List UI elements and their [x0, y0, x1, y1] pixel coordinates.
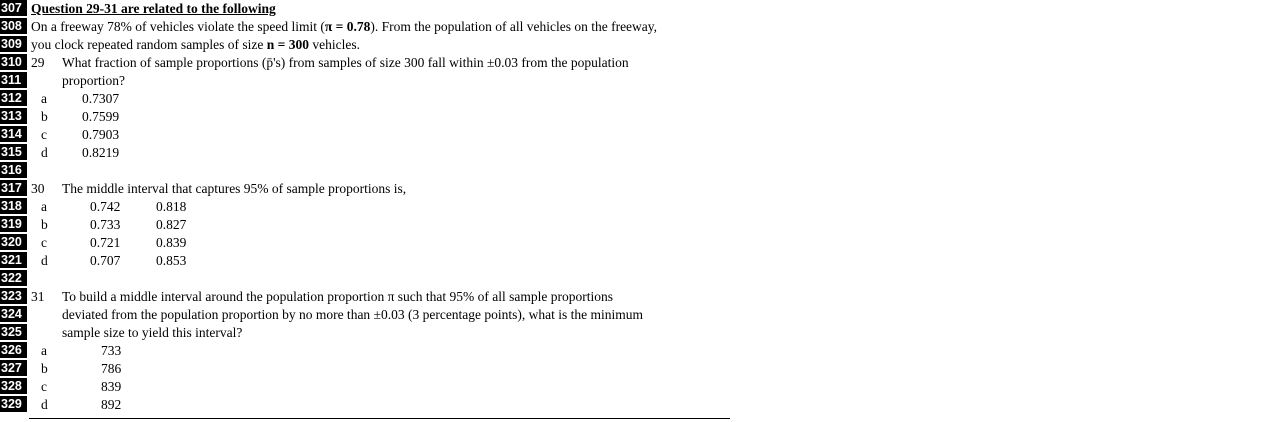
option-letter: c [41, 379, 47, 394]
row-329 [0, 396, 1272, 414]
interval-low: 0.721 [90, 235, 121, 250]
row-header[interactable]: 315 [0, 144, 27, 161]
row-header[interactable]: 322 [0, 270, 27, 287]
row-header[interactable]: 317 [0, 180, 27, 197]
row-header[interactable]: 320 [0, 234, 27, 251]
option-value: 733 [101, 343, 122, 358]
option-letter: c [41, 235, 47, 250]
row-310 [0, 54, 1272, 72]
question-text: proportion? [62, 73, 125, 88]
question-text: sample size to yield this interval? [62, 325, 243, 340]
row-header[interactable]: 311 [0, 72, 27, 89]
row-321 [0, 252, 1272, 270]
interval-low: 0.707 [90, 253, 121, 268]
intro-n-value: n = 300 [266, 37, 309, 52]
row-header[interactable]: 326 [0, 342, 27, 359]
row-311 [0, 72, 1272, 90]
row-317 [0, 180, 1272, 198]
row-308 [0, 18, 1272, 36]
row-312 [0, 90, 1272, 108]
intro-text: vehicles. [309, 37, 360, 52]
option-value: 839 [101, 379, 122, 394]
question-number: 30 [31, 181, 45, 196]
row-header[interactable]: 314 [0, 126, 27, 143]
row-header[interactable]: 316 [0, 162, 27, 179]
row-header[interactable]: 323 [0, 288, 27, 305]
option-letter: a [41, 199, 47, 214]
option-letter: d [41, 397, 48, 412]
row-313 [0, 108, 1272, 126]
row-315 [0, 144, 1272, 162]
row-309 [0, 36, 1272, 54]
row-316 [0, 162, 1272, 180]
intro-pi-value: π = 0.78 [324, 19, 371, 34]
interval-high: 0.827 [156, 217, 187, 232]
question-text: What fraction of sample proportions (p̄'s) from samples of size 300 fall within ±0.03 from the population [62, 55, 629, 70]
section-bottom-border [29, 418, 730, 419]
row-326 [0, 342, 1272, 360]
row-header[interactable]: 310 [0, 54, 27, 71]
option-letter: a [41, 91, 47, 106]
option-value: 0.7307 [82, 91, 120, 106]
question-number: 31 [31, 289, 45, 304]
question-text: The middle interval that captures 95% of sample proportions is, [62, 181, 407, 196]
option-value: 0.8219 [82, 145, 120, 160]
row-325 [0, 324, 1272, 342]
row-318 [0, 198, 1272, 216]
row-320 [0, 234, 1272, 252]
interval-low: 0.733 [90, 217, 121, 232]
row-header[interactable]: 329 [0, 396, 27, 413]
row-307 [0, 0, 1272, 18]
interval-high: 0.853 [156, 253, 187, 268]
option-letter: d [41, 145, 48, 160]
row-header[interactable]: 321 [0, 252, 27, 269]
row-328 [0, 378, 1272, 396]
row-header[interactable]: 307 [0, 0, 27, 17]
row-header[interactable]: 325 [0, 324, 27, 341]
row-header[interactable]: 324 [0, 306, 27, 323]
intro-text: On a freeway 78% of vehicles violate the speed limit ( [31, 19, 325, 34]
row-323 [0, 288, 1272, 306]
row-header[interactable]: 309 [0, 36, 27, 53]
intro-text: ). From the population of all vehicles on the freeway, [370, 19, 658, 34]
row-header[interactable]: 318 [0, 198, 27, 215]
row-header[interactable]: 328 [0, 378, 27, 395]
option-value: 0.7599 [82, 109, 120, 124]
option-letter: d [41, 253, 48, 268]
interval-high: 0.839 [156, 235, 187, 250]
option-value: 786 [101, 361, 122, 376]
option-letter: a [41, 343, 47, 358]
section-title: Question 29-31 are related to the following [31, 1, 276, 16]
row-header[interactable]: 327 [0, 360, 27, 377]
option-value: 0.7903 [82, 127, 120, 142]
question-text: To build a middle interval around the population proportion π such that 95% of all sample proportions [62, 289, 614, 304]
interval-high: 0.818 [156, 199, 187, 214]
option-value: 892 [101, 397, 122, 412]
row-319 [0, 216, 1272, 234]
intro-line-1 [31, 18, 657, 36]
row-header[interactable]: 312 [0, 90, 27, 107]
row-header[interactable]: 319 [0, 216, 27, 233]
row-327 [0, 360, 1272, 378]
option-letter: c [41, 127, 47, 142]
row-322 [0, 270, 1272, 288]
question-number: 29 [31, 55, 45, 70]
interval-low: 0.742 [90, 199, 121, 214]
row-header[interactable]: 308 [0, 18, 27, 35]
row-324 [0, 306, 1272, 324]
option-letter: b [41, 361, 48, 376]
row-header[interactable]: 313 [0, 108, 27, 125]
intro-text: you clock repeated random samples of size [31, 37, 267, 52]
row-314 [0, 126, 1272, 144]
question-text: deviated from the population proportion by no more than ±0.03 (3 percentage points), what is the minimum [62, 307, 644, 322]
option-letter: b [41, 217, 48, 232]
option-letter: b [41, 109, 48, 124]
intro-line-2 [31, 36, 360, 54]
